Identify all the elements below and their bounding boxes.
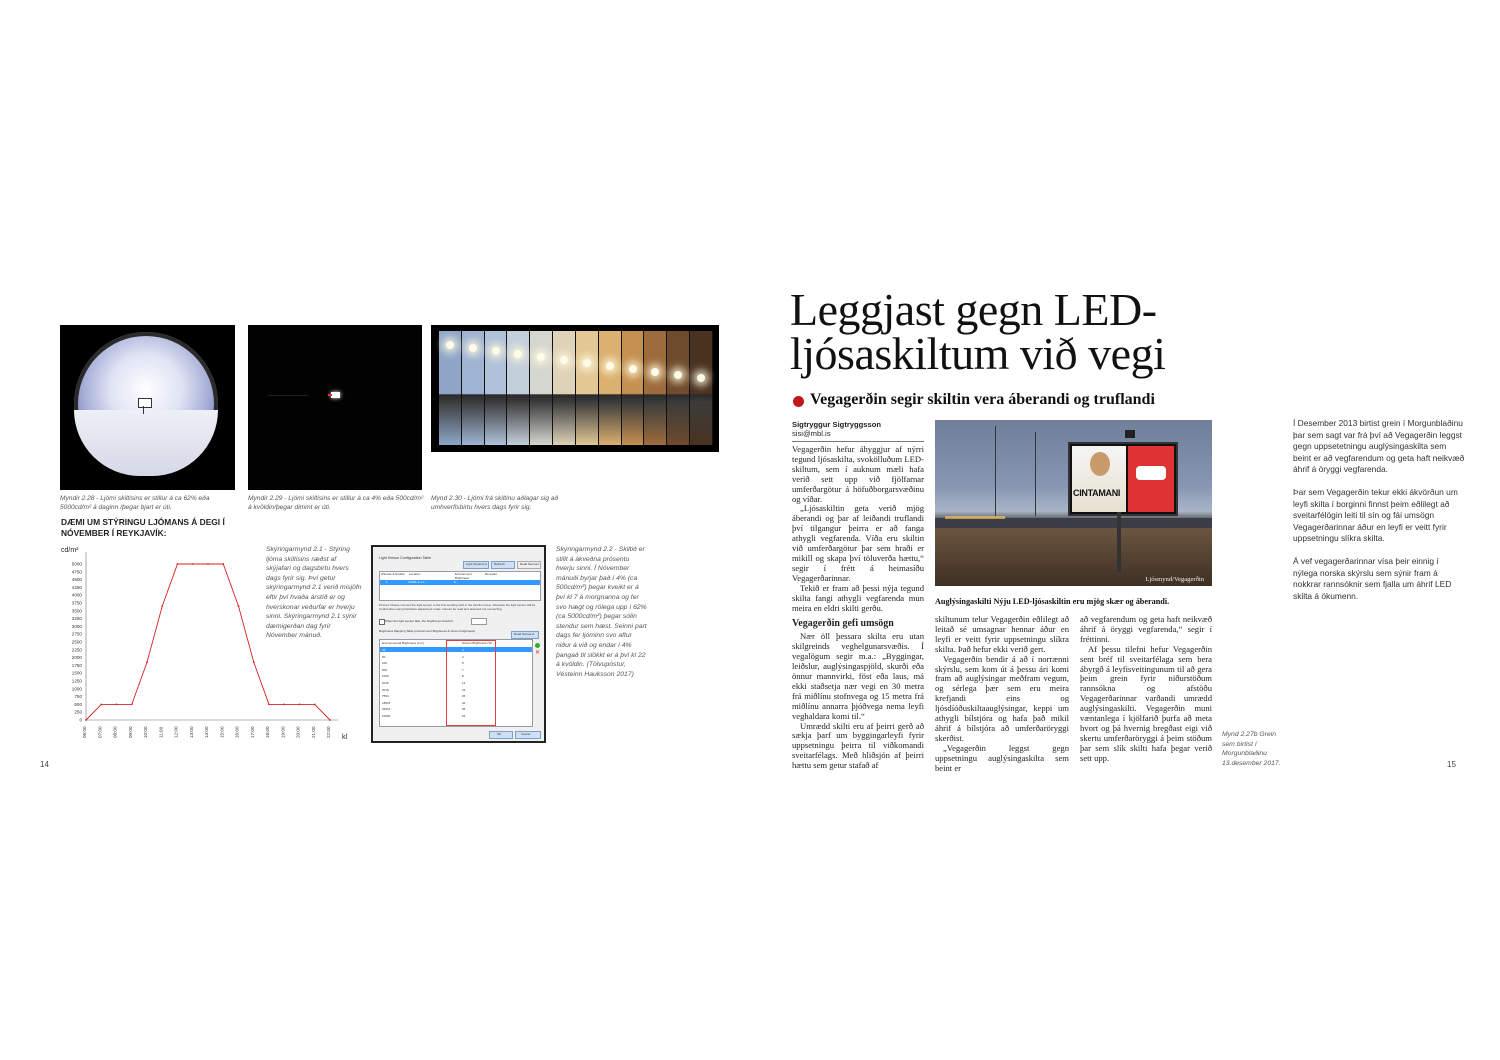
add-row-icon[interactable]	[535, 643, 540, 648]
table-cell: 26	[462, 694, 466, 699]
chart-data-point	[177, 563, 179, 565]
chart-y-tick-label: 1000	[71, 686, 82, 692]
article-subheading: Vegagerðin gefi umsögn	[792, 618, 894, 630]
checkbox-label: When the light sensor fails, the brightness should b	[385, 619, 453, 623]
chart-x-tick-label: 20:00	[295, 726, 301, 738]
mapping-table	[379, 639, 533, 727]
chart-y-tick-label: 2750	[71, 631, 82, 637]
sun-glow	[651, 368, 659, 376]
column-header: Screen Brightness (%)	[462, 641, 493, 645]
sensor-table	[379, 571, 541, 601]
prompt-text: Prompt: Please connect the light sensor to the first sending card in the function area; otherwise the light sensor will be invalid when using hardware adjustment mode. Cannot be read and detected not connecting.	[379, 603, 536, 611]
column-header: Environment Brightness	[455, 572, 472, 580]
mapping-table-title: Brightness Mapping Table (environment Brightness & screen brightness)	[379, 629, 476, 633]
chart-data-point	[131, 704, 133, 706]
delete-row-icon[interactable]: ✕	[535, 650, 541, 656]
table-row[interactable]	[380, 580, 540, 585]
photo-night-sign	[248, 325, 422, 490]
subheadline-bullet-icon	[793, 396, 804, 407]
chart-data-point	[100, 704, 102, 706]
sequence-panel	[644, 331, 667, 445]
article-column-2	[935, 615, 1069, 774]
chart-y-tick-label: 5000	[71, 561, 82, 567]
paragraph: Af þessu tilefni hefur Vegagerðin sent bréf til sveitarfélaga sem bera ábyrgð á leyfisveitingunum til að gera þeim grein fyrir niðurstöðum rannsókna og afstöðu Vegagerðarinnar varðandi umrædd auglýsingaskilti. Vegagerðin muni væntanlega í kjölfarið þurfa að meta hvort og þá hvernig bregðast eigi við skertu umferðaröryggi á þeim stöðum þar sem slík skilti hafa þegar verið sett upp.	[1080, 643, 1212, 763]
sun-glow	[606, 362, 614, 370]
byline	[792, 420, 924, 442]
highlight-box	[446, 640, 496, 726]
chart-y-tick-label: 1500	[71, 670, 82, 676]
chart-x-tick-label: 13:00	[188, 726, 194, 738]
table-cell: 8	[462, 661, 464, 666]
byline-email: sisi@mbl.is	[792, 429, 831, 438]
billboard-screen	[1068, 442, 1178, 516]
fisheye-daytime-image	[74, 332, 218, 476]
paragraph: „Ljósaskiltin geta verið mjög áberandi og þar af leiðandi truflandi því tilgangur þeirra er að fanga athygli vegfarenda. Víða eru skiltin við umferðargötur þar sem hraði er mikill og skapa því töluverða hættu,“ segir í frétt á heimasíðu Vegagerðarinnar.	[792, 503, 924, 583]
button-label: Light Sensors A	[466, 562, 488, 566]
figure-caption: Mynd 2.30 - Ljómi frá skiltinu aðlagar sig að umhverfisbirtu hvers dags fyrir sig.	[431, 495, 559, 511]
chart-y-tick-label: 4750	[71, 569, 82, 575]
sun-glow	[560, 356, 568, 364]
paragraph: Tekið er fram að þessi nýja tegund skilta fangi athygli vegfarenda mun meira en eldri skilti gerðu.	[792, 582, 924, 613]
chart-y-tick-label: 3000	[71, 623, 82, 629]
sequence-panel	[599, 331, 622, 445]
paragraph: að vegfarendum og geta haft neikvæð áhrif á öryggi vegfarenda,“ segir í fréttinni.	[1080, 614, 1212, 644]
sun-glow	[674, 371, 682, 379]
chart-data-point	[161, 605, 163, 607]
photo-caption-text: Nýju LED-ljósaskiltin eru mjög skær og áberandi.	[993, 597, 1170, 606]
paragraph: „Vegagerðin leggst gegn uppsetningu auglýsingaskilta sem beint er	[935, 742, 1069, 773]
table-cell: 100	[382, 661, 388, 666]
chart-x-tick-label: 21:00	[310, 726, 316, 738]
sun-glow	[537, 353, 545, 361]
subheadline: Vegagerðin segir skiltin vera áberandi og truflandi	[810, 391, 1155, 408]
chart-x-tick-label: 07:00	[97, 726, 103, 738]
chart-heading: DÆMI UM STÝRINGU LJÓMANS Á DEGI Í NÓVEMBER Í REYKJAVÍK:	[61, 517, 225, 538]
chart-x-tick-label: 19:00	[280, 726, 286, 738]
table-cell: 62	[462, 714, 466, 718]
sun-glow	[514, 350, 522, 358]
sun-glow	[492, 347, 500, 355]
column-header: Remarks	[485, 572, 498, 576]
table-cell: 10	[382, 648, 386, 652]
photo-credit: Ljósmynd/Vegagerðin	[1145, 576, 1204, 583]
chart-y-tick-label: 4500	[71, 577, 82, 583]
light-sensor-dialog-screenshot	[371, 545, 546, 743]
sequence-panel	[622, 331, 645, 445]
photo-caption-label: Auglýsingaskilti	[935, 597, 992, 606]
sun-glow	[469, 344, 477, 352]
article-column-1	[792, 445, 924, 771]
column-header: Location	[409, 572, 421, 576]
photo-daytime-sign	[60, 325, 235, 490]
table-cell: 1	[386, 580, 388, 584]
table-cell: 32616	[382, 707, 391, 712]
table-cell: 24	[462, 687, 466, 692]
headline-line-2: ljósaskiltum við vegi	[790, 328, 1166, 379]
paragraph: Á vef vegagerðarinnar vísa þeir einnig í nýlega norska skýrslu sem sýnir fram á nokkrar rannsóknir sem fjalla um áhrif LED skilta á ökumenn.	[1293, 555, 1452, 601]
table-cell: 14	[462, 681, 466, 685]
chart-y-tick-label: 3250	[71, 616, 82, 622]
sequence-panel	[485, 331, 508, 445]
paragraph: Nær öll þessara skilta eru utan skilgreinds veghelgunarsvæðis. Í vegalögum segir m.a.: „Byggingar, leiðslur, auglýsingaspjöld, skurði eða önnur mannvirki, föst eða laus, má ekki staðsetja nær vegi en 30 metra frá miðlínu stofnvega og 15 metra frá miðlínu annarra þjóðvega nema leyfi veghaldara komi til.“	[792, 631, 924, 721]
chart-y-tick-label: 2000	[71, 655, 82, 661]
chart-y-tick-label: 500	[74, 701, 82, 707]
chart-data-point	[314, 704, 316, 706]
table-cell: 56	[462, 707, 466, 712]
table-cell: 7554	[382, 694, 389, 699]
paragraph: Vegagerðin hefur áhyggjur af nýrri tegund ljósaskilta, svokölluðum LED-skiltum, sem í auknum mæli hafa verið sett upp við fjölfarnar umferðargötur á höfuðborgarsvæðinu og víðar.	[792, 444, 924, 504]
paragraph: Þar sem Vegagerðin tekur ekki ákvörðun um leyfi skilta í borginni finnst þeim eðlilegt að sveitarfélögin leiti til sín og fái umsögn Vegagerðarinnar áður en leyfi er veitt fyrir uppsetningu slíkra skilta.	[1293, 486, 1458, 544]
chart-data-point	[146, 661, 148, 663]
figure-caption: Myndir 2.28 - Ljómi skiltisins er stillur á ca 62% eða 5000cd/m² á daginn /þegar bjart er úti.	[60, 495, 210, 511]
sequence-panel	[553, 331, 576, 445]
table-cell: 2015	[382, 681, 389, 685]
chart-x-tick-label: 09:00	[127, 726, 133, 738]
sun-glow	[446, 341, 454, 349]
column-header: Environmental Brightness (Lux)	[382, 641, 424, 645]
page-number-right: 15	[1447, 760, 1456, 769]
photo-brightness-sequence	[431, 325, 719, 452]
sequence-panel	[576, 331, 599, 445]
chart-data-point	[299, 704, 301, 706]
chart-y-tick-label: 2500	[71, 639, 82, 645]
chart-y-tick-label: 1750	[71, 662, 82, 668]
chart-y-tick-label: 2250	[71, 647, 82, 653]
article-caption: Mynd 2.27b Grein sem birtist í Morgunblaðinu 13.desember 2017.	[1222, 731, 1281, 767]
column-header: Window & Enable	[381, 572, 405, 576]
sun-glow	[583, 359, 591, 367]
chart-y-tick-label: 250	[74, 709, 82, 715]
chart-ylabel: cd/m²	[61, 547, 79, 554]
table-cell: 4	[462, 648, 464, 652]
table-header	[380, 572, 540, 579]
chart-x-tick-label: 16:00	[234, 726, 240, 738]
chart-y-tick-label: 4250	[71, 584, 82, 590]
refresh-button[interactable]	[491, 561, 515, 569]
table-cell: 10000	[382, 714, 391, 718]
button-label: Cancel	[521, 732, 531, 736]
button-label: Read Sensors	[520, 562, 540, 566]
table-cell: 18615	[382, 700, 391, 705]
chart-data-point	[85, 719, 87, 721]
chart-y-tick-label: 3500	[71, 608, 82, 614]
table-cell: COM1-1-1-1	[408, 580, 425, 584]
paragraph: skiltunum telur Vegagerðin eðlilegt að leitað sé umsagnar hennar áður en leyfi er veitt fyrir uppsetningu slíkra skilta. Það hefur ekki verið gert.	[935, 614, 1069, 654]
chart-data-point	[253, 661, 255, 663]
chart-x-tick-label: 17:00	[249, 726, 255, 738]
billboard-text: CINTAMANI	[1073, 488, 1121, 498]
chart-caption: Skýringarmynd 2.1 - Stýring ljóma skiltisins ræðst af skýjafari og dagsbirtu hvers dags fyrir sig. Því getur skýringarmynd 2.1 verið misjöfn eftir því hvaða árstíð er og hverskonar veðurfar er hverju sinni. Skýringarmynd 2.1 sýnir dæmigerðan dag fyrir Nóvember mánuð.	[266, 546, 362, 640]
table-cell: 500	[382, 667, 388, 672]
chart-xlabel: kl	[342, 734, 348, 741]
chart-y-tick-label: 0	[79, 717, 82, 723]
light-sensors-button[interactable]	[463, 561, 489, 569]
button-label: Read Sensor A	[514, 632, 535, 636]
table-cell: 50	[382, 654, 386, 659]
sun-glow	[697, 374, 705, 382]
chart-y-tick-label: 1250	[71, 678, 82, 684]
sequence-panel	[690, 331, 713, 445]
photo-caption	[935, 597, 1215, 606]
article-column-3	[1080, 615, 1212, 764]
dialog-title: Light Sensor Configuration Table	[379, 556, 432, 560]
sequence-panel	[462, 331, 485, 445]
chart-x-tick-label: 11:00	[158, 726, 164, 738]
chart-x-tick-label: 22:00	[326, 726, 331, 738]
chart-data-point	[283, 704, 285, 706]
headline	[790, 284, 1230, 379]
chart-data-point	[268, 704, 270, 706]
paragraph: Umrædd skilti eru af þeirri gerð að sækja þarf um byggingarleyfi fyrir uppsetningu þeirra til viðkomandi sveitarfélags. Með hliðsjón af þeirri hættu sem getur stafað af	[792, 720, 924, 771]
chart-y-tick-label: 750	[74, 694, 82, 700]
table-cell: 2015	[382, 687, 389, 692]
chart-data-point	[116, 704, 118, 706]
chart-x-tick-label: 14:00	[204, 726, 209, 738]
chart-x-tick-label: 08:00	[112, 726, 118, 738]
chart-data-point	[329, 719, 331, 721]
chart-x-tick-label: 06:00	[82, 726, 87, 738]
table-cell: 0	[454, 580, 456, 584]
sun-glow	[629, 365, 637, 373]
table-cell: 8	[462, 674, 464, 679]
ok-button[interactable]	[489, 731, 513, 739]
billboard-photo	[935, 420, 1212, 586]
cancel-button[interactable]	[515, 731, 541, 739]
page-number-left: 14	[40, 760, 49, 769]
chart-x-tick-label: 10:00	[143, 726, 148, 738]
chart-data-point	[192, 563, 194, 565]
table-cell: 4	[462, 654, 464, 659]
paragraph: Í Desember 2013 birtist grein í Morgunblaðinu þar sem sagt var frá því að Vegagerðin leggst gegn uppsetetningu auglýsingaskilta sem beint er að vegfarendum og geta haft neikvæð áhrif á öryggi vegfarenda.	[1293, 418, 1465, 475]
sequence-panel	[667, 331, 690, 445]
percent-input[interactable]	[471, 618, 487, 625]
chart-x-tick-label: 12:00	[173, 726, 179, 738]
read-sensors-button[interactable]	[517, 561, 541, 569]
sequence-panel	[439, 331, 462, 445]
screenshot-caption: Skýringarmynd 2.2 - Skiltið er stillt á ákveðna prósentu hverju sinni. Í Nóvember mánuði byrjar það í 4% (ca 500cd/m²) þegar kveikt er á því kl 7 á morgnanna og fer svo hægt og rólega upp í 62% (ca 5000cd/m²) þegar sólin stendur sem hæst. Seinni part dags fer ljóminn svo aftur niður á við og endar í 4% þangað til slökkt er á því kl 22 á kvöldin. (Tölvupóstur, Vésteinn Hauksson 2017)	[556, 546, 647, 678]
paragraph: Vegagerðin bendir á að í norrænni skýrslu, sem kom út á þessu ári komi fram að auglýsingar meðfram vegum, og sérlega þær sem eru meira krefjandi eins og ljósdíóðuskiltaauglýsingar, keppi um athygli bílstjóra og hafa það mikil áhrif á bílstjóra að umferðaröryggi skerðist.	[935, 653, 1069, 743]
sequence-panel	[507, 331, 530, 445]
sidebar-text	[1293, 418, 1465, 613]
chart-x-tick-label: 18:00	[265, 726, 270, 738]
read-sensor-a-button[interactable]	[511, 631, 539, 639]
chart-x-tick-label: 15:00	[219, 726, 225, 738]
table-cell: 42	[462, 700, 466, 705]
byline-name: Sigtryggur Sigtryggsson	[792, 420, 882, 429]
headline-line-1: Leggjast gegn LED-	[790, 284, 1157, 335]
chart-data-point	[207, 563, 209, 565]
table-cell: 1000	[382, 674, 389, 679]
figure-caption: Myndir 2.29 - Ljómi skiltisins er stillur á ca 4% eða 500cd/m² á kvöldin/þegar dimmt er úti.	[248, 495, 424, 511]
sequence-panel	[530, 331, 553, 445]
button-label: OK	[497, 732, 502, 736]
button-label: Refresh	[494, 562, 505, 566]
table-cell: 7	[462, 667, 464, 672]
chart-data-point	[238, 605, 240, 607]
chart-y-tick-label: 4000	[71, 592, 82, 598]
chart-y-tick-label: 3750	[71, 600, 82, 606]
chart-data-point	[222, 563, 224, 565]
